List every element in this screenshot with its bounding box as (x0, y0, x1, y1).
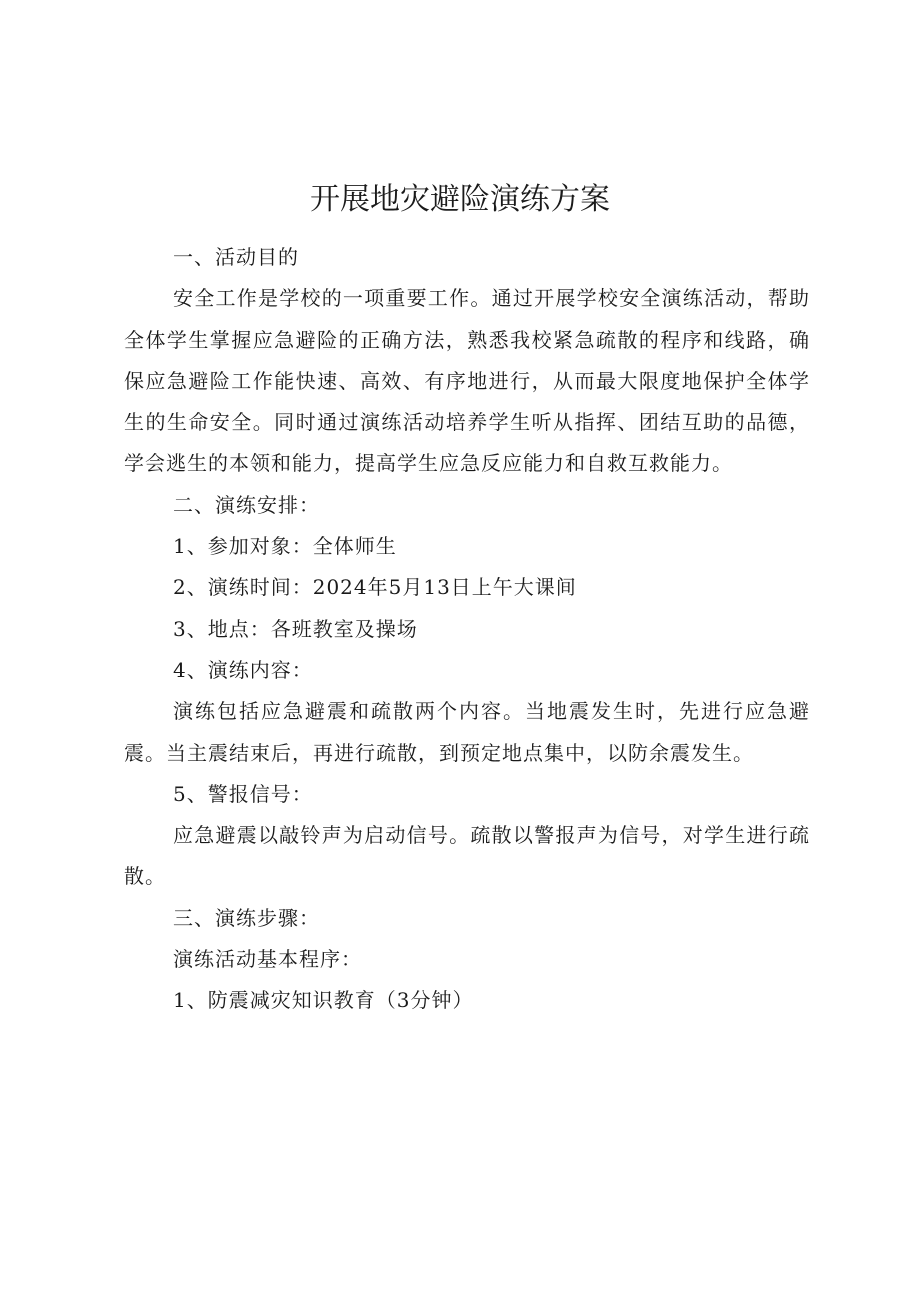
section-heading-steps: 三、演练步骤： (173, 905, 320, 930)
item-time: 2、演练时间：2024年5月13日上午大课间 (173, 575, 577, 600)
paragraph-procedure: 演练活动基本程序： (173, 947, 362, 972)
paragraph-signal: 应急避震以敲铃声为启动信号。疏散以警报声为信号，对学生进行疏散。 (124, 823, 810, 889)
item-participants: 1、参加对象：全体师生 (173, 534, 397, 559)
document-body (124, 237, 810, 1022)
item-step-1: 1、防震减灾知识教育（3分钟） (173, 988, 474, 1013)
item-location: 3、地点：各班教室及操场 (173, 616, 418, 641)
paragraph-purpose: 安全工作是学校的一项重要工作。通过开展学校安全演练活动，帮助全体学生掌握应急避险的正确方法，熟悉我校紧急疏散的程序和线路，确保应急避险工作能快速、高效、有序地进行，从而最大限度地保护全体学生的生命安全。同时通过演练活动培养学生听从指挥、团结互助的品德，学会逃生的本领和能力，提高学生应急反应能力和自救互救能力。 (124, 286, 810, 476)
item-signal-heading: 5、警报信号： (173, 781, 313, 806)
section-heading-purpose: 一、活动目的 (173, 245, 299, 269)
section-heading-arrangement: 二、演练安排： (173, 492, 320, 517)
paragraph-content: 演练包括应急避震和疏散两个内容。当地震发生时，先进行应急避震。当主震结束后，再进行疏散，到预定地点集中，以防余震发生。 (124, 699, 810, 765)
item-content-heading: 4、演练内容： (173, 657, 313, 682)
document-title: 开展地灾避险演练方案 (310, 182, 610, 217)
